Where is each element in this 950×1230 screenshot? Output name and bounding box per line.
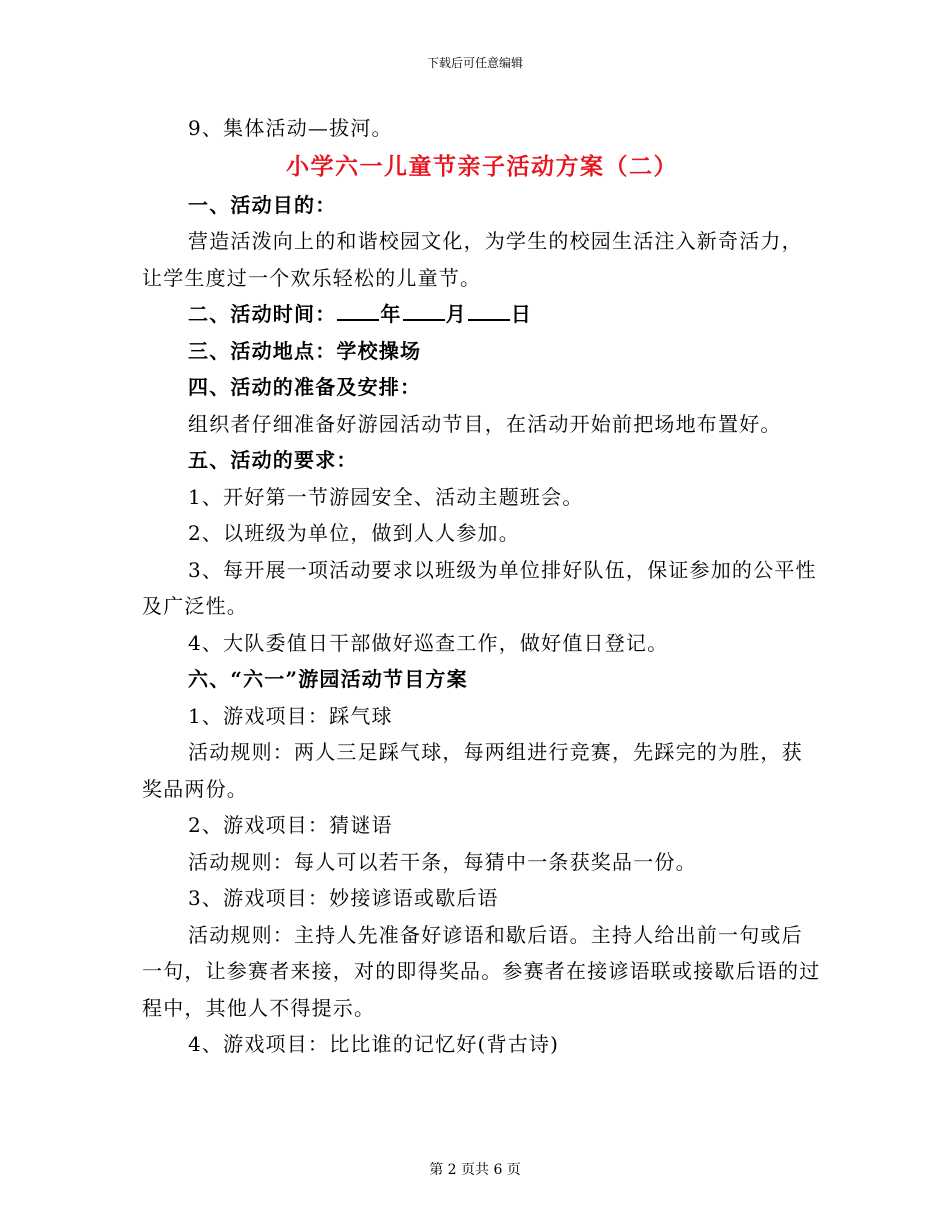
heading-purpose: 一、活动目的：	[188, 192, 337, 217]
game-1-title: 1、游戏项目：踩气球	[188, 703, 393, 728]
heading-location: 三、活动地点：学校操场	[188, 338, 422, 363]
game-2-title: 2、游戏项目：猜谜语	[188, 813, 393, 837]
paragraph-purpose: 营造活泼向上的和谐校园文化，为学生的校园生活注入新奇活力，让学生度过一个欢乐轻松的儿童节。	[142, 229, 803, 290]
requirement-1: 1、开好第一节游园安全、活动主题班会。	[188, 484, 584, 509]
time-label: 二、活动时间：	[188, 302, 337, 326]
game-3-rules: 活动规则：主持人先准备好谚语和歇后语。主持人给出前一句或后一句，让参赛者来接，对的即得奖品。参赛者在接谚语联或接歇后语的过程中，其他人不得提示。	[142, 922, 821, 1020]
requirement-4: 4、大队委值日干部做好巡查工作，做好值日登记。	[188, 630, 669, 655]
year-label: 年	[380, 302, 402, 326]
heading-program: 六、“六一”游园活动节目方案	[188, 667, 468, 691]
blank-day	[468, 301, 510, 321]
blank-month	[403, 301, 445, 321]
heading-time	[142, 296, 822, 333]
document-body	[142, 110, 822, 1063]
month-label: 月	[445, 302, 467, 326]
page-header: 下载后可任意编辑	[426, 56, 523, 70]
list-item-tug-of-war: 9、集体活动—拔河。	[188, 116, 393, 140]
requirement-2: 2、以班级为单位，做到人人参加。	[188, 521, 520, 545]
section-title: 小学六一儿童节亲子活动方案（二）	[286, 152, 678, 180]
requirement-3: 3、每开展一项活动要求以班级为单位排好队伍，保证参加的公平性及广泛性。	[142, 557, 817, 618]
heading-requirements: 五、活动的要求：	[188, 448, 358, 472]
day-label: 日	[510, 302, 533, 326]
game-2-rules: 活动规则：每人可以若干条，每猜中一条获奖品一份。	[188, 849, 697, 874]
game-3-title: 3、游戏项目：妙接谚语或歇后语	[188, 886, 499, 910]
game-1-rules: 活动规则：两人三足踩气球，每两组进行竞赛，先踩完的为胜，获奖品两份。	[142, 740, 803, 801]
heading-preparation: 四、活动的准备及安排：	[188, 375, 422, 399]
paragraph-preparation: 组织者仔细准备好游园活动节目，在活动开始前把场地布置好。	[188, 411, 782, 436]
blank-year	[337, 301, 379, 321]
page-footer: 第 2 页共 6 页	[429, 1162, 521, 1178]
game-4-title: 4、游戏项目：比比谁的记忆好(背古诗)	[188, 1032, 560, 1056]
